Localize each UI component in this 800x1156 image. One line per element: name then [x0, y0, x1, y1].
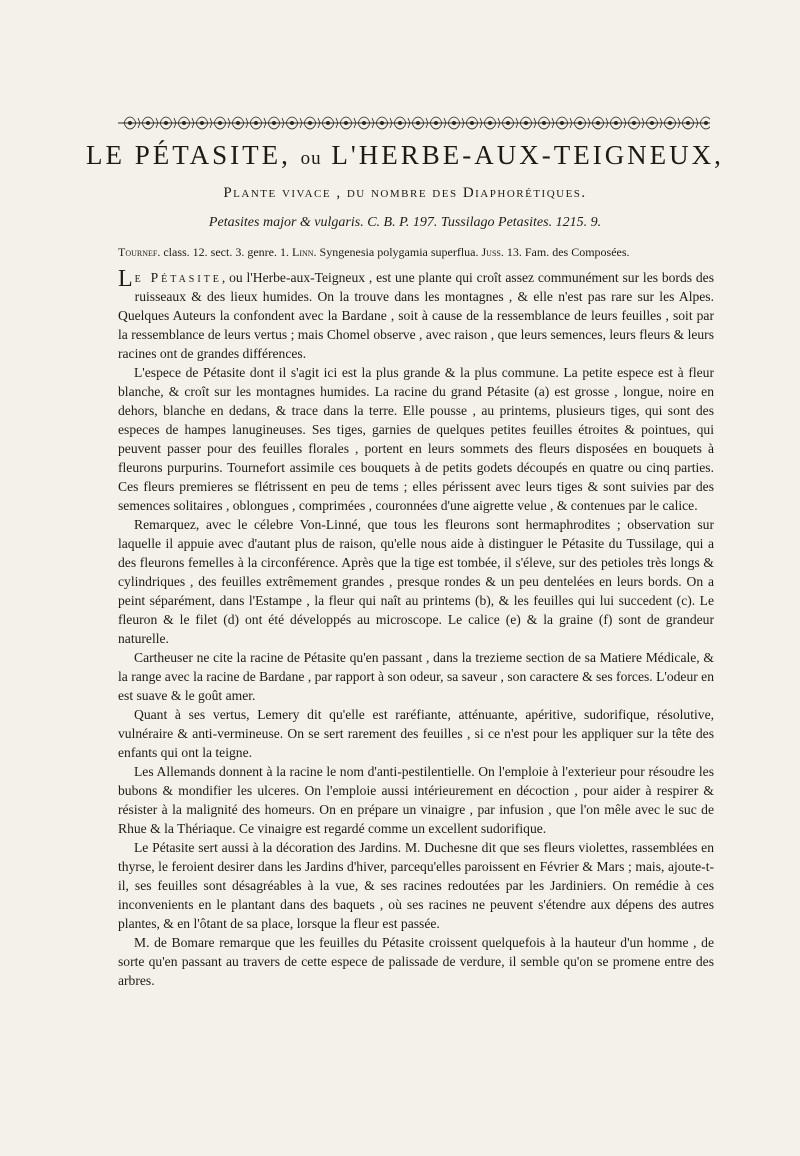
body-text: [118, 268, 714, 990]
page-title: [60, 140, 750, 171]
decorative-border-ornament: [118, 112, 710, 134]
classification-tournefort: class. 12. sect. 3. genre. 1.: [163, 245, 289, 259]
botanical-synonyms: Petasites major & vulgaris. C. B. P. 197. Tussilago Petasites. 1215. 9.: [208, 215, 602, 230]
classification-linne: Syngenesia polygamia superflua.: [319, 245, 479, 259]
author-linne: Linn.: [291, 245, 317, 259]
paragraph: Le Pétasite, ou l'Herbe-aux-Teigneux , est une plante qui croît assez communément sur les bords des ruisseaux & des lieux humides. On la trouve dans les montagnes , & elle n'est pas rare sur les Alpes. Quelques Auteurs la confondent avec la Bardane , soit à cause de la ressemblance de leurs feuilles , soit par la ressemblance de leurs vertus ; mais Chomel observe , avec raison , que leurs semences, leurs fleurs & leurs racines ont de grandes différences.: [118, 266, 714, 361]
author-tournefort: Tournef.: [118, 245, 161, 259]
paragraph: Cartheuser ne cite la racine de Pétasite qu'en passant , dans la trezieme section de sa Matiere Médicale, & la range avec la racine de Bardane , par rapport à son odeur, sa saveur , son caractere & ses forces. L'odeur en est suave & le goût amer.: [118, 650, 714, 703]
paragraph: M. de Bomare remarque que les feuilles du Pétasite croissent quelquefois à la hauteur d'un homme , de sorte qu'en passant au travers de cette espece de palissade de verdure, il semble qu'on se promene entre des arbres.: [118, 935, 714, 988]
title-conjunction: ou: [300, 148, 322, 169]
paragraph: Quant à ses vertus, Lemery dit qu'elle est raréfiante, atténuante, apéritive, sudorifique, résolutive, vulnéraire & anti-vermineuse. On se sert rarement des feuilles , si ce n'est pour les appliquer sur la tête des enfants qui ont la teigne.: [118, 707, 714, 760]
paragraph: L'espece de Pétasite dont il s'agit ici est la plus grande & la plus commune. La petite espece est à fleur blanche, & croît sur les montagnes humides. La racine du grand Pétasite (a) est grosse , longue, noire en dehors, blanche en dedans, & trace dans la terre. Elle pousse , au printems, plusieurs tiges, qui sont des especes de hampes lanugineuses. Ses tiges, garnies de quelques petites feuilles étroites & pointues, qui peuvent passer pour des feuilles florales , portent en leurs sommets des fleurs disposées en bouquets à fleurons purpurins. Tournefort assimile ces bouquets à de petits godets découpés en quatre ou cinq parties. Ces fleurs premieres se flétrissent en peu de tems ; elles périssent avec leurs tiges & sont suivies par des semences solitaires , oblongues , comprimées , couronnées d'une aigrette velue , & contenues par le calice.: [118, 365, 714, 513]
title-alternate: L'HERBE-AUX-TEIGNEUX,: [331, 140, 724, 170]
paragraph: Le Pétasite sert aussi à la décoration des Jardins. M. Duchesne dit que ses fleurs violettes, rassemblées en thyrse, le feroient desirer dans les Jardins d'hiver, parcequ'elles paroissent en Février & Mars ; mais, ajoute-t-il, ses feuilles sont désagréables à la vue, & ses racines redoutées par les Jardiniers. On remédie à ces inconvenients en le plantant dans des baquets , où ses racines ne peuvent s'étendre aux dépens des autres plantes, & en l'ôtant de sa place, lorsque la fleur est passée.: [118, 840, 714, 931]
classification-jussieu: 13. Fam. des Composées.: [506, 245, 630, 259]
title-main: LE PÉTASITE,: [86, 140, 291, 170]
author-jussieu: Juss.: [481, 245, 504, 259]
drop-cap: L: [118, 266, 133, 292]
page-subtitle: Plante vivace , du nombre des Diaphorétiques.: [223, 185, 587, 201]
paragraph: Les Allemands donnent à la racine le nom d'anti-pestilentielle. On l'emploie à l'exterieur pour résoudre les bubons & mondifier les ulceres. On l'emploie aussi intérieurement en décoction , pour aider à respirer & résister à la malignité des homeurs. On en prépare un vinaigre , par infusion , que l'on mêle avec le suc de Rhue & la Thériaque. Ce vinaigre est regardé comme un excellent sudorifique.: [118, 764, 714, 836]
classification-line: [118, 245, 718, 260]
paragraph: Remarquez, avec le célebre Von-Linné, que tous les fleurons sont hermaphrodites ; observation sur laquelle il appuie avec d'autant plus de raison, qu'elle nous aide à distinguer le Pétasite du Tussilage, qui a des fleurons femelles à la circonférence. Après que la tige est tombée, il s'éleve, sur des petioles très longs & cylindriques , des feuilles extrêmement grandes , presque rondes & un peu dentelées en leurs bords. On a peint séparément, dans l'Estampe , la fleur qui naît au printems (b), & les feuilles qui lui succedent (c). Le fleuron & le filet (d) ont été développés au microscope. Le calice (e) & la graine (f) sont de grandeur naturelle.: [118, 517, 714, 646]
first-word: e Pétasite: [134, 270, 222, 285]
